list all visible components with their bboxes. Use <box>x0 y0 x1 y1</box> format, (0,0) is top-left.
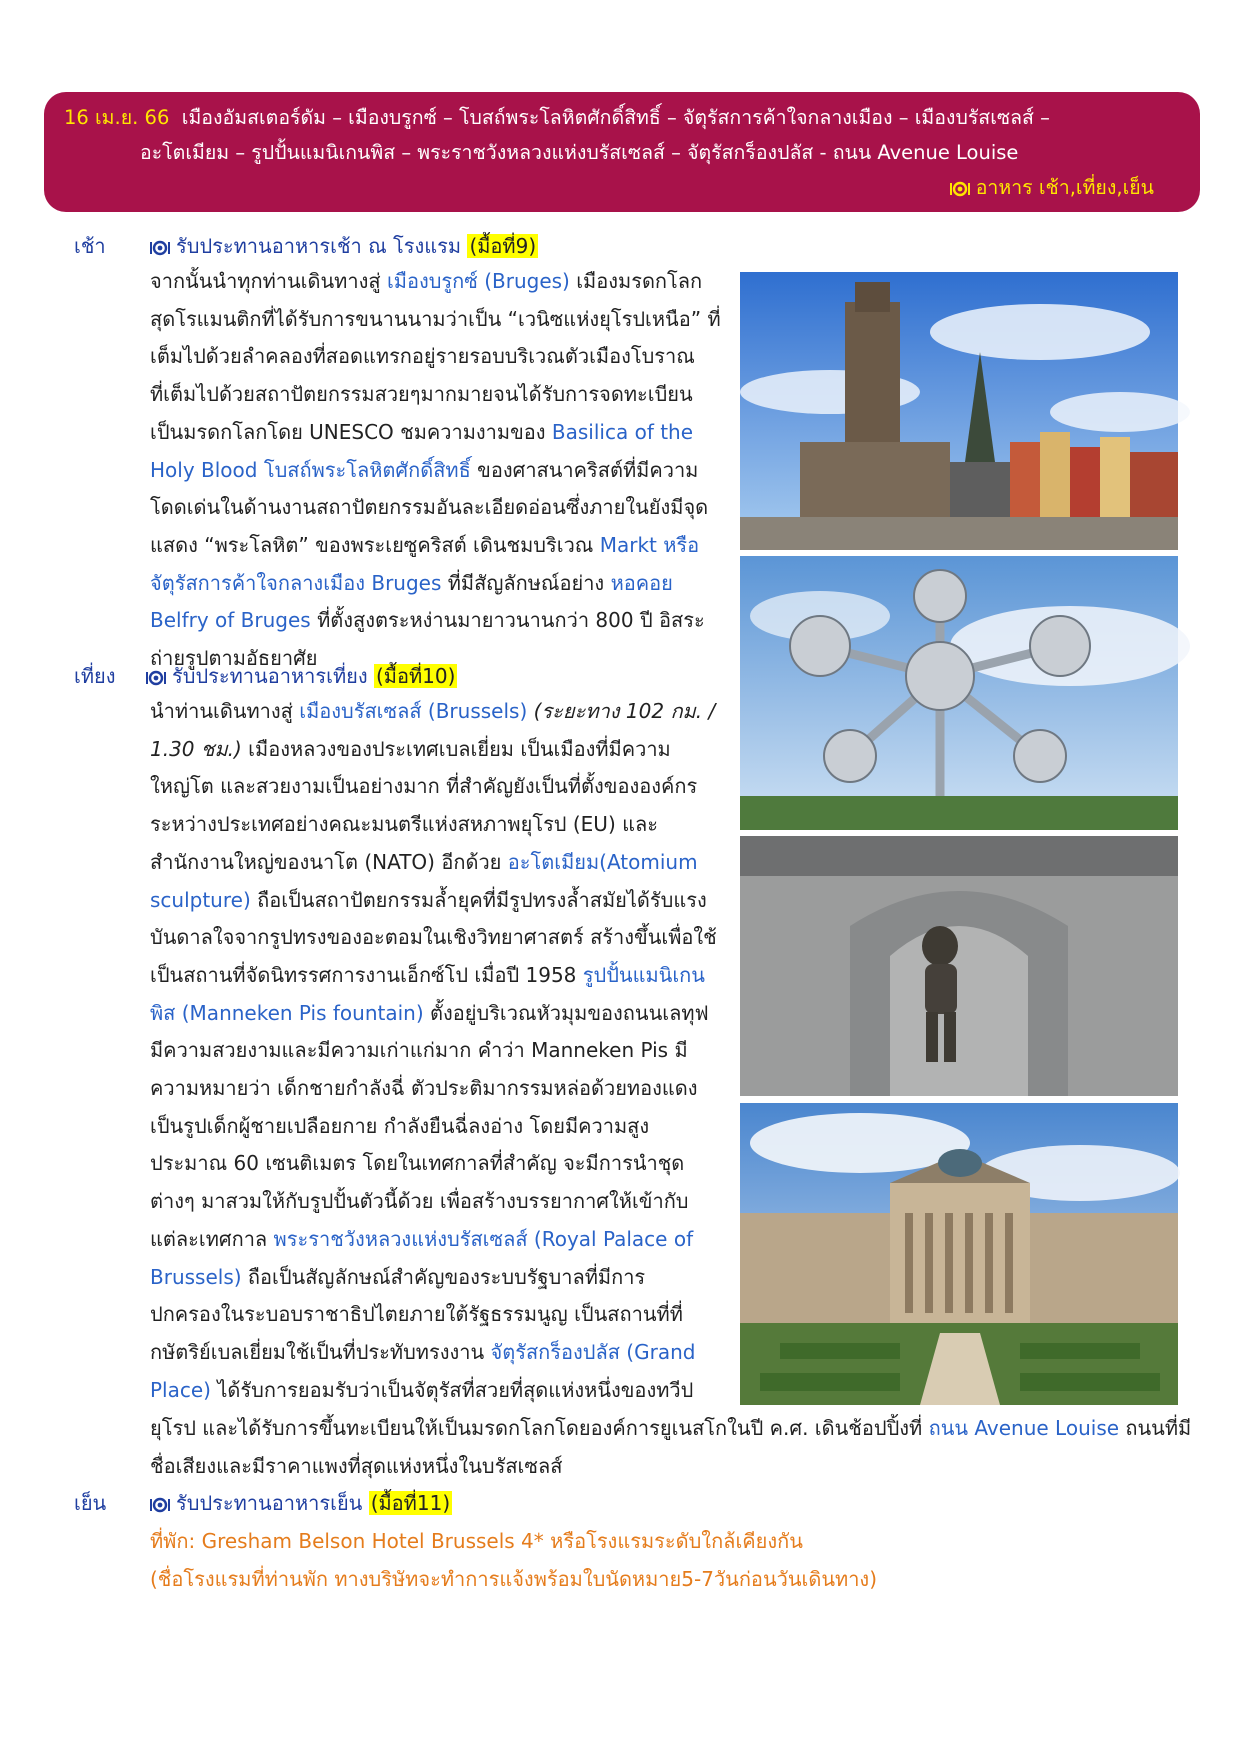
evening-meal <box>150 1487 452 1519</box>
text-segment: 1.30 ชม.) <box>150 736 242 761</box>
place-name: พระราชวังหลวงแห่งบรัสเซลส์ (Royal Palace of <box>273 1226 694 1251</box>
text-line <box>150 882 718 920</box>
noon-paragraph <box>150 693 718 1409</box>
place-name: Brussels) <box>150 1264 242 1289</box>
place-name: พิส (Manneken Pis fountain) <box>150 1000 424 1025</box>
text-segment: เป็นมรดกโลกโดย UNESCO ชมความงามของ <box>150 419 552 444</box>
banner-line-1 <box>64 102 1050 133</box>
dish-icon <box>150 240 170 256</box>
noon-meal-number: (มื้อที่10) <box>375 664 456 688</box>
text-segment: โดดเด่นในด้านงานสถาปัตยกรรมอันละเอียดอ่อนซึ่งภายในยังมีจุด <box>150 495 709 520</box>
evening-meal-number: (มื้อที่11) <box>370 1491 451 1515</box>
text-line <box>150 1145 718 1183</box>
noon-paragraph-continued <box>150 1410 1192 1485</box>
text-line <box>150 338 718 376</box>
place-name: Belfry of Bruges <box>150 608 311 633</box>
place-name: Place) <box>150 1377 211 1402</box>
place-name: อะโตเมียม(Atomium <box>507 849 698 874</box>
text-line <box>150 693 718 731</box>
text-segment: ยุโรป และได้รับการขึ้นทะเบียนให้เป็นมรดกโลกโดยองค์การยูเนสโกในปี ค.ศ. เดินช้อปปิ้งที่ <box>150 1416 929 1440</box>
text-line <box>150 806 718 844</box>
text-line <box>150 1108 718 1146</box>
text-segment: ของศาสนาคริสต์ที่มีความ <box>470 457 699 482</box>
text-segment: ถือเป็นสถาปัตยกรรมล้ำยุคที่มีรูปทรงล้ำสมัยได้รับแรง <box>250 887 707 912</box>
morning-label: เช้า <box>74 234 106 258</box>
text-segment: ปกครองในระบอบราชาธิปไตยภายใต้รัฐธรรมนูญ เป็นสถานที่ที่ <box>150 1302 683 1327</box>
text-line <box>150 1221 718 1259</box>
text-segment: (ระยะทาง 102 กม. / <box>527 699 716 723</box>
place-name: จัตุรัสกร็องปลัส (Grand <box>490 1339 696 1364</box>
text-line <box>150 414 718 452</box>
text-line <box>150 1410 1192 1448</box>
text-line <box>150 263 718 301</box>
place-name: sculpture) <box>150 887 251 912</box>
text-segment: ถนนที่มี <box>1119 1416 1192 1440</box>
text-line <box>150 1183 718 1221</box>
atomium-photo <box>740 556 1178 830</box>
noon-meal-text: รับประทานอาหารเที่ยง <box>172 664 368 688</box>
text-line <box>150 527 718 565</box>
place-name: หอคอย <box>610 570 673 595</box>
text-segment: ความหมายว่า เด็กชายกำลังฉี่ ตัวประติมากรรมหล่อด้วยทองแดง <box>150 1076 698 1101</box>
text-segment: ได้รับการยอมรับว่าเป็นจัตุรัสที่สวยที่สุดแห่งหนึ่งของทวีป <box>210 1377 694 1402</box>
bruges-markt-photo <box>740 272 1178 550</box>
text-segment: กษัตริย์เบลเยี่ยมใช้เป็นที่ประทับทรงงาน <box>150 1339 491 1364</box>
text-segment: นำท่านเดินทางสู่ <box>150 699 300 723</box>
place-name: เมืองบรัสเซลส์ (Brussels) <box>299 699 528 723</box>
place-name: รูปปั้นแมนิเกน <box>582 962 705 987</box>
text-line <box>150 602 718 640</box>
banner-meals-text: อาหาร เช้า,เที่ยง,เย็น <box>975 176 1154 199</box>
place-name: Basilica of the <box>551 419 694 444</box>
manneken-pis-photo <box>740 836 1178 1096</box>
text-line <box>150 489 718 527</box>
text-line <box>150 1372 718 1410</box>
text-line <box>150 1070 718 1108</box>
text-segment: ถ่ายรูปตามอัธยาศัย <box>150 646 318 671</box>
text-segment: ประมาณ 60 เซนติเมตร โดยในเทศกาลที่สำคัญ จะมีการนำชุด <box>150 1151 685 1176</box>
text-line <box>150 995 718 1033</box>
text-line <box>150 565 718 603</box>
text-line <box>150 919 718 957</box>
text-line <box>150 768 718 806</box>
text-segment: มีความสวยงามและมีความเก่าแก่มาก คำว่า Manneken Pis มี <box>150 1038 688 1063</box>
text-segment: แต่ละเทศกาล <box>150 1226 274 1251</box>
text-segment: บันดาลใจจากรูปทรงของอะตอมในเชิงวิทยาศาสตร์ สร้างขึ้นเพื่อใช้ <box>150 925 717 950</box>
morning-meal-text: รับประทานอาหารเช้า ณ โรงแรม <box>176 234 462 258</box>
text-segment: ถือเป็นสัญลักษณ์สำคัญของระบบรัฐบาลที่มีการ <box>241 1264 646 1289</box>
place-name: Markt หรือ <box>599 532 700 557</box>
morning-paragraph <box>150 263 721 678</box>
text-segment: เมืองมรดกโลก <box>569 269 703 293</box>
text-segment: ที่ตั้งสูงตระหง่านมายาวนานกว่า 800 ปี อิสระ <box>310 608 705 633</box>
text-segment: ที่มีสัญลักษณ์อย่าง <box>441 570 611 595</box>
morning-meal-number: (มื้อที่9) <box>469 234 537 258</box>
text-segment: เต็มไปด้วยลำคลองที่สอดแทรกอยู่รายรอบบริเวณตัวเมืองโบราณ <box>150 344 695 369</box>
text-segment: ที่เต็มไปด้วยสถาปัตยกรรมสวยๆมากมายจนได้รับการจดทะเบียน <box>150 382 693 407</box>
noon-meal <box>146 660 457 692</box>
text-segment: จากนั้นนำทุกท่านเดินทางสู่ <box>150 269 387 293</box>
dish-icon <box>146 670 166 686</box>
text-segment: ต่างๆ มาสวมให้กับรูปปั้นตัวนี้ด้วย เพื่อสร้างบรรยากาศให้เข้ากับ <box>150 1189 689 1214</box>
text-segment: ระหว่างประเทศอย่างคณะมนตรีแห่งสหภาพยุโรป (EU) และ <box>150 812 658 837</box>
evening-label: เย็น <box>74 1491 107 1515</box>
banner-route-1: เมืองอัมสเตอร์ดัม – เมืองบรูกซ์ – โบสถ์พระโลหิตศักดิ์สิทธิ์ – จัตุรัสการค้าใจกลางเมือง – เมืองบรัสเซลส์ – <box>181 106 1050 129</box>
hotel-note: (ชื่อโรงแรมที่ท่านพัก ทางบริษัทจะทำการแจ้งพร้อมใบนัดหมาย5-7วันก่อนวันเดินทาง) <box>150 1567 877 1591</box>
text-line <box>150 1448 1180 1486</box>
text-segment: ชื่อเสียงและมีราคาแพงที่สุดแห่งหนึ่งในบรัสเซลส์ <box>150 1453 563 1478</box>
morning-meal <box>150 230 538 262</box>
text-segment: สุดโรแมนติกที่ได้รับการขนานนามว่าเป็น “เวนิซแห่งยุโรปเหนือ” ที่ <box>150 306 721 331</box>
hotel-info: ที่พัก: Gresham Belson Hotel Brussels 4* หรือโรงแรมระดับใกล้เคียงกัน <box>150 1529 803 1553</box>
place-name: ถนน Avenue Louise <box>928 1416 1120 1440</box>
dish-icon <box>150 1497 170 1513</box>
noon-label: เที่ยง <box>74 664 116 688</box>
text-segment: แสดง “พระโลหิต” ของพระเยซูคริสต์ เดินชมบริเวณ <box>150 532 600 557</box>
banner-date: 16 เม.ย. 66 <box>64 106 170 129</box>
banner-meals <box>950 172 1154 203</box>
place-name: เมืองบรูกซ์ (Bruges) <box>386 269 570 293</box>
text-segment: ตั้งอยู่บริเวณหัวมุมของถนนเลทุฟ <box>423 1000 709 1025</box>
text-line <box>150 1296 718 1334</box>
text-line <box>150 1032 718 1070</box>
text-line <box>150 376 718 414</box>
dish-icon <box>950 181 970 197</box>
text-segment: สำนักงานใหญ่ของนาโต (NATO) อีกด้วย <box>150 849 508 874</box>
banner-route-2: อะโตเมียม – รูปปั้นแมนิเกนพิส – พระราชวังหลวงแห่งบรัสเซลส์ – จัตุรัสกร็องปลัส - ถนน Avenue Louise <box>140 141 1019 164</box>
text-line <box>150 452 718 490</box>
day-banner <box>44 92 1200 212</box>
text-segment: ใหญ่โต และสวยงามเป็นอย่างมาก ที่สำคัญยังเป็นที่ตั้งขององค์กร <box>150 774 698 799</box>
text-line <box>150 957 718 995</box>
text-segment: เป็นรูปเด็กผู้ชายเปลือยกาย กำลังยืนฉี่ลงอ่าง โดยมีความสูง <box>150 1113 650 1138</box>
text-line <box>150 1334 718 1372</box>
royal-palace-photo <box>740 1103 1178 1405</box>
text-line <box>150 731 718 769</box>
place-name: จัตุรัสการค้าใจกลางเมือง Bruges <box>150 570 442 595</box>
text-line <box>150 844 718 882</box>
text-line <box>150 1259 718 1297</box>
evening-meal-text: รับประทานอาหารเย็น <box>176 1491 363 1515</box>
text-segment: เมืองหลวงของประเทศเบลเยี่ยม เป็นเมืองที่มีความ <box>241 736 671 761</box>
text-segment: เป็นสถานที่จัดนิทรรศการงานเอ็กซ์โป เมื่อปี 1958 <box>150 962 583 987</box>
place-name: Holy Blood โบสถ์พระโลหิตศักดิ์สิทธิ์ <box>150 457 471 482</box>
text-line <box>150 301 721 339</box>
